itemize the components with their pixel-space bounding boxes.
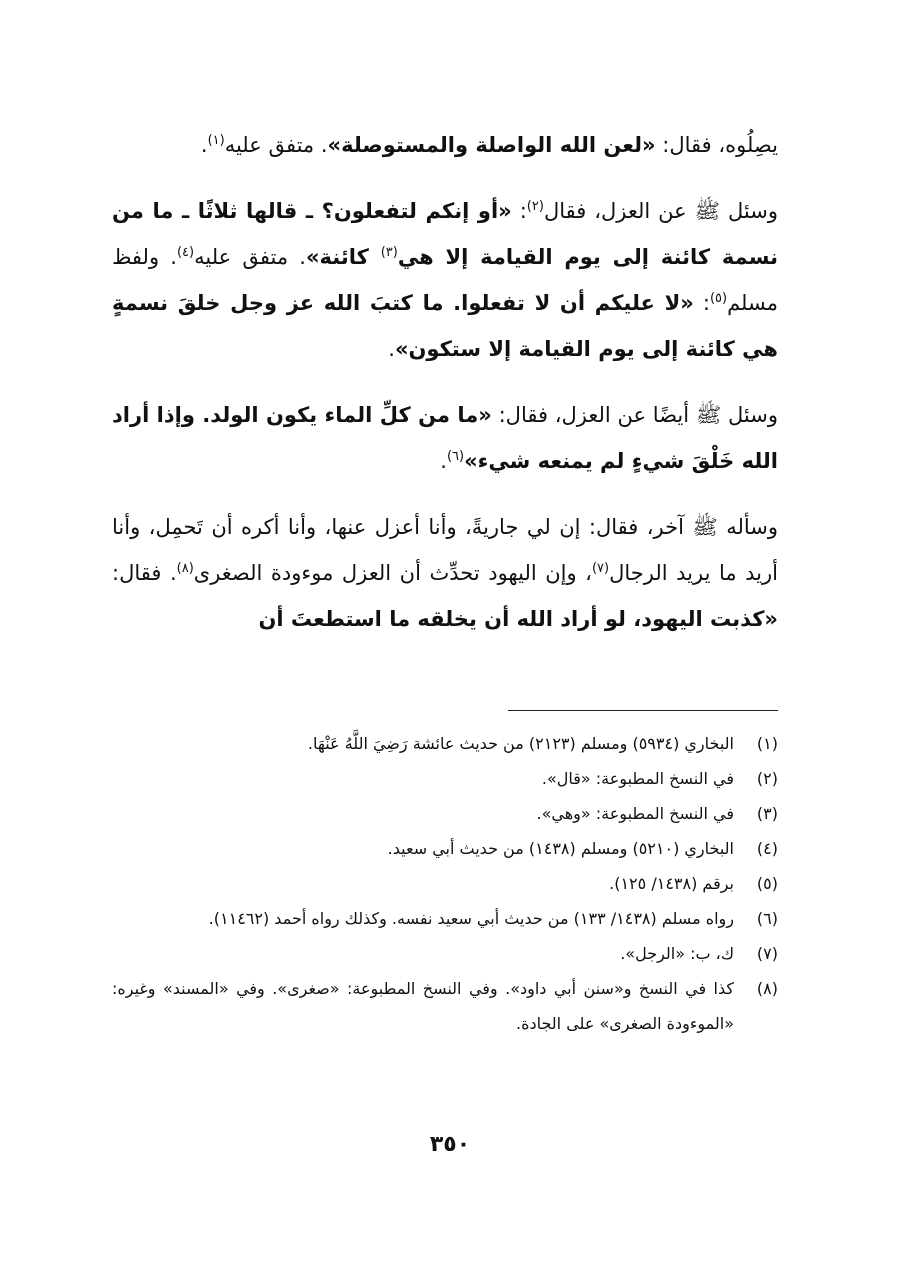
footnote-item xyxy=(112,866,778,901)
footnote-text: رواه مسلم (١٤٣٨/ ١٣٣) من حديث أبي سعيد نفسه. وكذلك رواه أحمد (١١٤٦٢). xyxy=(208,909,734,928)
footnote-text: البخاري (٥٢١٠) ومسلم (١٤٣٨) من حديث أبي سعيد. xyxy=(387,839,734,858)
footnote-item xyxy=(112,831,778,866)
footnote-item xyxy=(112,971,778,1041)
footnote-text: في النسخ المطبوعة: «وهي». xyxy=(536,804,734,823)
paragraph xyxy=(112,188,778,372)
hadith-quote: كائنة» xyxy=(305,245,381,269)
footnote-ref: (١) xyxy=(207,133,225,148)
footnote-ref: (٤) xyxy=(176,245,195,260)
footnote-text: البخاري (٥٩٣٤) ومسلم (٢١٢٣) من حديث عائشة رَضِيَ اللَّهُ عَنْهَا. xyxy=(307,734,734,753)
text-run: . xyxy=(200,133,208,157)
footnote-ref: (٢) xyxy=(526,199,544,214)
text-run: : xyxy=(511,199,527,223)
footnote-ref: (٥) xyxy=(709,291,728,306)
text-run: . متفق عليه xyxy=(224,133,328,157)
footnote-text: في النسخ المطبوعة: «قال». xyxy=(541,769,734,788)
hadith-quote: «لعن الله الواصلة والمستوصلة» xyxy=(327,133,656,157)
text-run: وسئل ﷺ أيضًا عن العزل، فقال: xyxy=(491,403,778,427)
footnote-ref: (٧) xyxy=(591,561,610,576)
hadith-quote: «كذبت اليهود، لو أراد الله أن يخلقه ما استطعتَ أن xyxy=(258,607,778,631)
text-run: . متفق عليه xyxy=(194,245,306,269)
footnote-divider xyxy=(508,710,778,711)
footnote-item xyxy=(112,936,778,971)
footnotes xyxy=(112,726,778,1041)
footnote-number: (١) xyxy=(756,734,778,753)
paragraph xyxy=(112,504,778,642)
text-run: ، وإن اليهود تحدِّث أن العزل موءودة الصغرى xyxy=(193,561,592,585)
footnote-ref: (٨) xyxy=(176,561,194,576)
footnote-number: (٣) xyxy=(756,804,778,823)
footnote-number: (٤) xyxy=(756,839,778,858)
hadith-quote: «لا عليكم أن لا تفعلوا. ما كتبَ الله عز وجل خلقَ نسمةٍ هي كائنة إلى يوم القيامة إلا ستكون» xyxy=(112,291,778,361)
footnote-text: كذا في النسخ و«سنن أبي داود». وفي النسخ المطبوعة: «صغرى». وفي «المسند» وغيره: «الموءودة الصغرى» على الجادة. xyxy=(112,979,734,1033)
text-run: . xyxy=(388,337,395,361)
footnote-item xyxy=(112,726,778,761)
text-run: . ولفظ مسلم xyxy=(112,245,778,315)
paragraph xyxy=(112,392,778,484)
text-run: . فقال: xyxy=(112,561,177,585)
footnote-number: (٦) xyxy=(756,909,778,928)
text-run: . xyxy=(440,449,447,473)
text-run: وسئل ﷺ عن العزل، فقال xyxy=(543,199,778,223)
footnote-number: (٢) xyxy=(756,769,778,788)
paragraph xyxy=(112,122,778,168)
footnote-number: (٨) xyxy=(756,979,778,998)
footnote-ref: (٣) xyxy=(380,245,398,260)
text-run: وسأله ﷺ آخر، فقال: إن لي جاريةً، وأنا أعزل عنها، وأنا أكره أن تَحمِل، وأنا أريد ما يريد الرجال xyxy=(112,515,779,585)
footnote-item xyxy=(112,761,778,796)
footnote-item xyxy=(112,901,778,936)
footnote-text: ك، ب: «الرجل». xyxy=(620,944,734,963)
hadith-quote: «أو إنكم لتفعلون؟ ـ قالها ثلاثًا ـ ما من نسمة كائنة إلى يوم القيامة إلا هي xyxy=(112,199,778,269)
footnote-number: (٥) xyxy=(756,874,778,893)
footnote-item xyxy=(112,796,778,831)
footnote-number: (٧) xyxy=(756,944,778,963)
main-text xyxy=(112,122,778,662)
text-run: يصِلُوه، فقال: xyxy=(655,133,778,157)
hadith-quote: «ما من كلِّ الماء يكون الولد. وإذا أراد الله خَلْقَ شيءٍ لم يمنعه شيء» xyxy=(112,403,778,473)
text-run: : xyxy=(693,291,710,315)
footnote-ref: (٦) xyxy=(446,449,465,464)
footnote-text: برقم (١٤٣٨/ ١٢٥). xyxy=(609,874,734,893)
page-number: ٣٥٠ xyxy=(429,1132,471,1157)
